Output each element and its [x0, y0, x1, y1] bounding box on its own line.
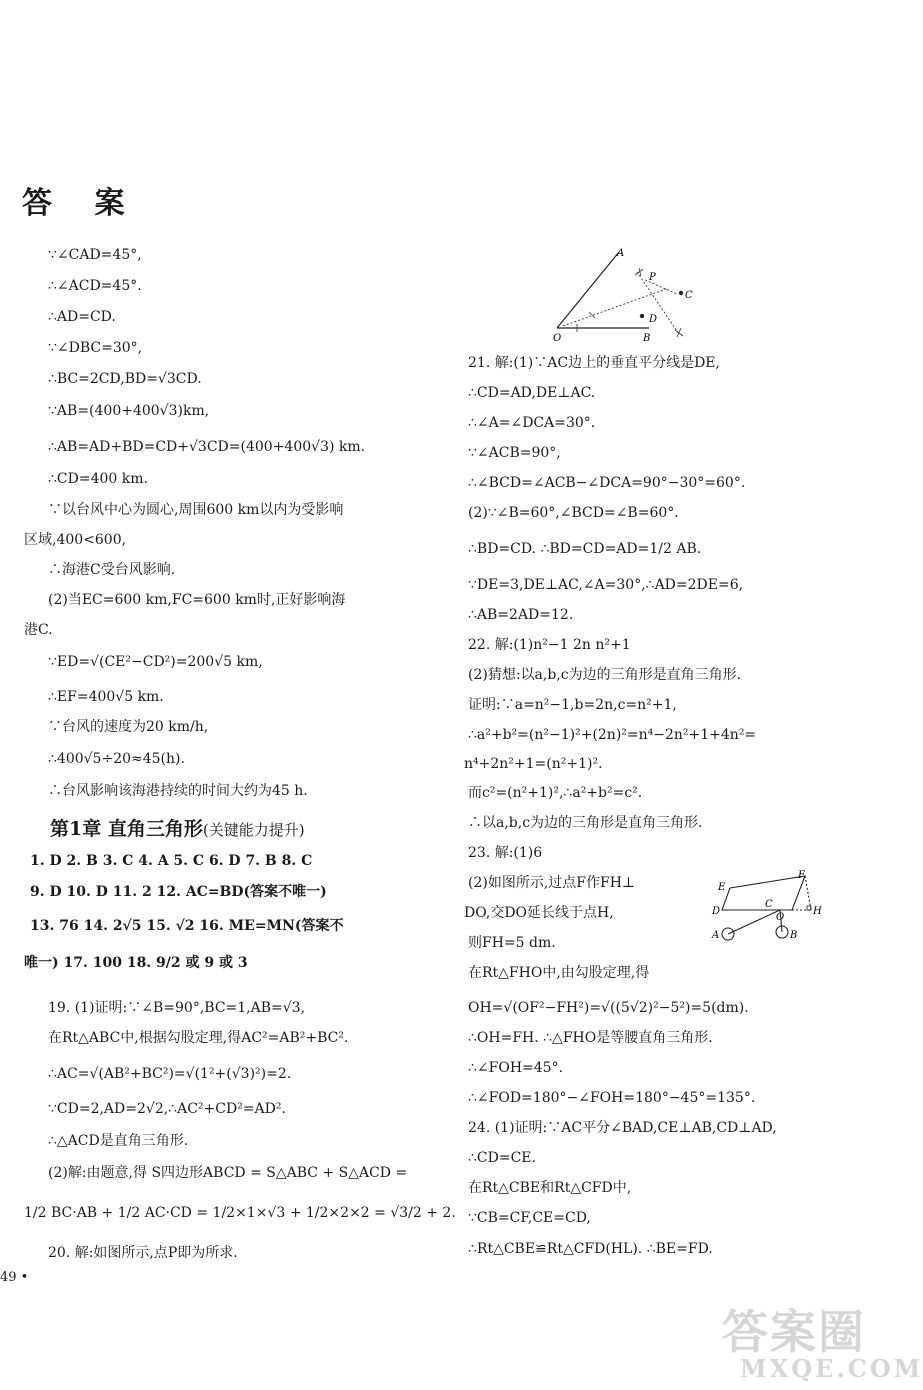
text-line: ∴AC=√(AB²+BC²)=√(1²+(√3)²)=2.	[48, 1066, 292, 1082]
text-line: ∴a²+b²=(n²−1)²+(2n)²=n⁴−2n²+1+4n²=	[468, 727, 757, 743]
text-line: DO,交DO延长线于点H,	[464, 905, 614, 921]
text-line: ∴CD=AD,DE⊥AC.	[468, 385, 596, 401]
label-e: E	[718, 882, 726, 893]
text-line: ∴∠ACD=45°.	[48, 278, 142, 294]
label-d: D	[712, 906, 721, 917]
page-title: 答 案	[22, 186, 141, 221]
label-d: D	[649, 314, 658, 325]
text-line: ∴∠FOD=180°−∠FOH=180°−45°=135°.	[468, 1090, 756, 1106]
page-number: 49 •	[0, 1270, 29, 1285]
point-d	[640, 314, 644, 318]
answer-line: 13. 76 14. 2√5 15. √2 16. ME=MN(答案不	[30, 918, 344, 934]
text-line: ∴△ACD是直角三角形.	[48, 1133, 189, 1149]
text-line: (2)当EC=600 km,FC=600 km时,正好影响海	[48, 592, 346, 608]
text-line: ∴以a,b,c为边的三角形是直角三角形.	[468, 815, 703, 831]
label-o: O	[553, 333, 562, 344]
text-line: (2)解:由题意,得 S四边形ABCD = S△ABC + S△ACD =	[48, 1165, 408, 1181]
text-line: 24. (1)证明:∵AC平分∠BAD,CE⊥AB,CD⊥AD,	[468, 1120, 777, 1136]
text-line: 在Rt△FHO中,由勾股定理,得	[468, 965, 650, 981]
text-line: 21. 解:(1)∵AC边上的垂直平分线是DE,	[468, 355, 720, 371]
figure-problem-23	[710, 870, 826, 942]
text-line: OH=√(OF²−FH²)=√((5√2)²−5²)=5(dm).	[468, 1000, 749, 1016]
text-line: ∵∠ACB=90°,	[468, 445, 561, 461]
text-line: ∵DE=3,DE⊥AC,∠A=30°,∴AD=2DE=6,	[468, 577, 744, 593]
text-line: ∵CD=2,AD=2√2,∴AC²+CD²=AD².	[48, 1101, 286, 1117]
text-line: ∴AB=AD+BD=CD+√3CD=(400+400√3) km.	[48, 439, 366, 455]
text-line: 而c²=(n²+1)²,∴a²+b²=c².	[468, 785, 643, 801]
watermark-logo	[722, 1296, 923, 1386]
text-line: ∴∠BCD=∠ACB−∠DCA=90°−30°=60°.	[468, 475, 746, 491]
text-line: 23. 解:(1)6	[468, 845, 543, 861]
text-line: 19. (1)证明:∵∠B=90°,BC=1,AB=√3,	[48, 1000, 306, 1016]
text-line: ∴海港C受台风影响.	[48, 562, 176, 578]
text-line: ∵ED=√(CE²−CD²)=200√5 km,	[48, 654, 263, 670]
label-h: H	[813, 906, 822, 917]
answer-line: 唯一) 17. 100 18. 9/2 或 9 或 3	[24, 955, 248, 971]
label-f: F	[798, 870, 805, 881]
watermark-url: MXQE.COM	[740, 1354, 923, 1383]
shape-efod	[722, 876, 805, 910]
text-line: (2)∵∠B=60°,∠BCD=∠B=60°.	[468, 505, 679, 521]
chapter-subtitle: (关键能力提升)	[202, 821, 305, 839]
circle-a	[722, 928, 734, 940]
answer-line: 1. D 2. B 3. C 4. A 5. C 6. D 7. B 8. C	[30, 853, 313, 869]
point-c	[679, 291, 683, 295]
chapter-heading	[50, 814, 305, 841]
text-line: 港C.	[24, 622, 53, 638]
text-line: ∵台风的速度为20 km/h,	[48, 719, 209, 735]
text-line: ∴EF=400√5 km.	[48, 689, 164, 705]
text-line: ∵∠DBC=30°,	[48, 340, 143, 356]
label-b: B	[790, 930, 798, 941]
text-line: ∴CD=400 km.	[48, 471, 148, 487]
text-line: 20. 解:如图所示,点P即为所求.	[48, 1245, 238, 1261]
perpendicular-bisector	[637, 272, 679, 334]
text-line: 1/2 BC·AB + 1/2 AC·CD = 1/2×1×√3 + 1/2×2×2 = √3/2 + 2.	[24, 1205, 456, 1221]
text-line: ∴∠A=∠DCA=30°.	[468, 415, 596, 431]
text-line: ∴CD=CE.	[468, 1150, 536, 1166]
chapter-title: 第1章 直角三角形	[50, 818, 203, 840]
label-o: O	[776, 912, 785, 923]
text-line: ∴OH=FH. ∴△FHO是等腰直角三角形.	[468, 1030, 713, 1046]
text-line: ∴Rt△CBE≌Rt△CFD(HL). ∴BE=FD.	[468, 1241, 713, 1257]
answer-line: 9. D 10. D 11. 2 12. AC=BD(答案不唯一)	[30, 884, 327, 900]
text-line: ∵以台风中心为圆心,周围600 km以内为受影响	[48, 502, 344, 518]
text-line: ∵CB=CF,CE=CD,	[468, 1210, 591, 1226]
text-line: ∴∠FOH=45°.	[468, 1060, 564, 1076]
text-line: ∴台风影响该海港持续的时间大约为45 h.	[48, 783, 308, 799]
text-line: ∴BC=2CD,BD=√3CD.	[48, 371, 202, 387]
text-line: 22. 解:(1)n²−1 2n n²+1	[468, 637, 631, 653]
ray-oa	[557, 252, 619, 328]
text-line: (2)猜想:以a,b,c为边的三角形是直角三角形.	[468, 667, 742, 683]
text-line: 在Rt△ABC中,根据勾股定理,得AC²=AB²+BC².	[48, 1030, 349, 1046]
label-c: C	[765, 899, 773, 910]
text-line: ∵AB=(400+400√3)km,	[48, 403, 210, 419]
label-c: C	[685, 290, 693, 301]
text-line: (2)如图所示,过点F作FH⊥	[468, 875, 636, 891]
text-line: ∵∠CAD=45°,	[48, 247, 142, 263]
rod-ao	[728, 910, 780, 934]
label-a: A	[712, 930, 720, 941]
text-line: n⁴+2n²+1=(n²+1)².	[464, 756, 603, 772]
text-line: 则FH=5 dm.	[468, 935, 556, 951]
text-line: ∴BD=CD. ∴BD=CD=AD=1/2 AB.	[468, 541, 702, 557]
label-b: B	[643, 333, 651, 344]
text-line: 区域,400<600,	[24, 532, 127, 548]
text-line: ∴400√5÷20≈45(h).	[48, 751, 185, 767]
text-line: ∴AD=CD.	[48, 309, 116, 325]
label-p: P	[649, 272, 656, 283]
label-a: A	[617, 248, 625, 259]
text-line: 在Rt△CBE和Rt△CFD中,	[468, 1180, 632, 1196]
figure-problem-20	[545, 242, 705, 346]
text-line: ∴AB=2AD=12.	[468, 607, 574, 623]
watermark-text: 答案圈	[722, 1305, 866, 1359]
text-line: 证明:∵a=n²−1,b=2n,c=n²+1,	[468, 697, 677, 713]
